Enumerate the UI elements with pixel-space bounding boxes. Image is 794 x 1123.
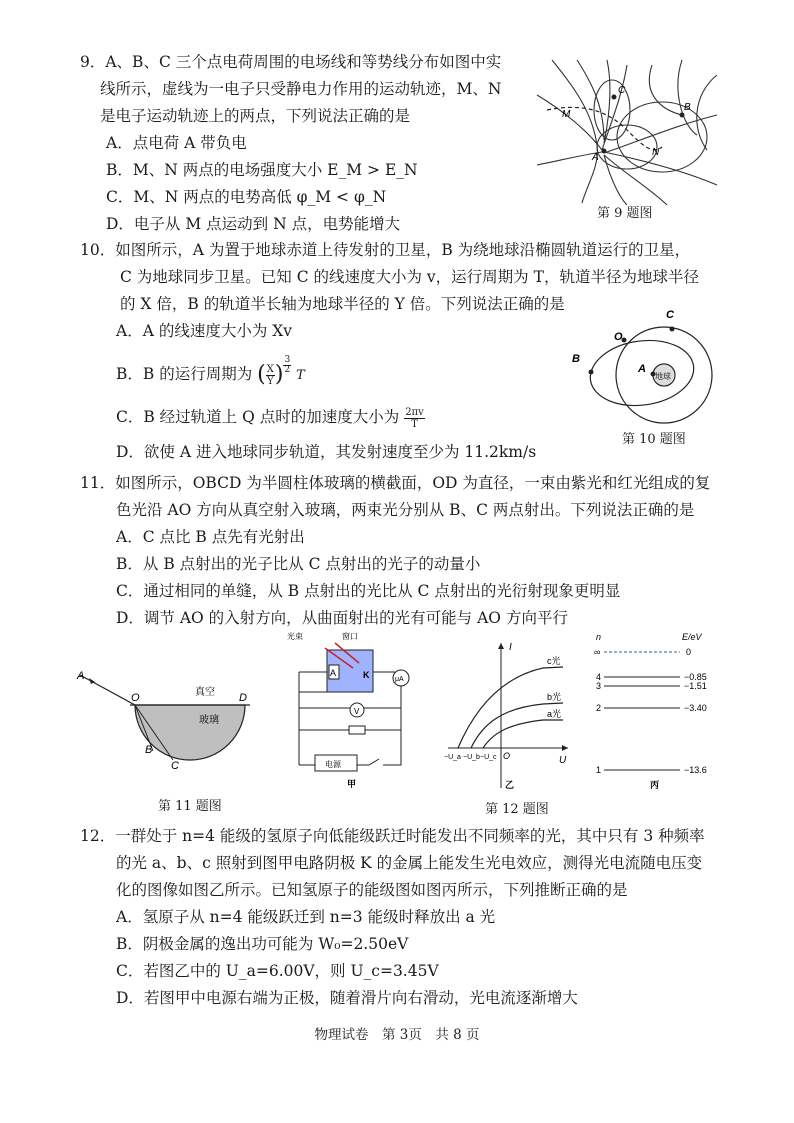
- q10-option-c: [116, 401, 425, 433]
- q12-bing-level-n2: 3: [596, 681, 602, 691]
- q12-bing-n-label: n: [596, 632, 602, 642]
- q12-yi-origin: O: [503, 751, 511, 761]
- q9-field-figure: [532, 55, 722, 205]
- q12-option-c: C．若图乙中的 U_a=6.00V，则 U_c=3.45V: [116, 962, 439, 980]
- q9-stem-line3: 是电子运动轨迹上的两点，下列说法正确的是: [100, 107, 411, 125]
- q11-label-d: D: [239, 692, 247, 704]
- q9-label-b: B: [684, 102, 691, 113]
- q11-caption: 第 11 题图: [158, 799, 222, 814]
- q12-jia-cathode: K: [363, 670, 370, 680]
- q9-stem-line2: 线所示，虚线为一电子只受静电力作用的运动轨迹，M、N: [100, 80, 502, 98]
- q11-option-d: D．调节 AO 的入射方向，从曲面射出的光有可能与 AO 方向平行: [116, 609, 568, 627]
- q12-yi-curve-b: b光: [547, 692, 562, 702]
- q10-option-b-text: B．B 的运行周期为: [116, 365, 253, 383]
- q12-jia-name: 甲: [347, 779, 357, 789]
- q12-bing-name: 丙: [650, 780, 660, 790]
- q12-circuit-figure-jia: [285, 630, 430, 790]
- q10-stem-line3: 的 X 倍，B 的轨道半长轴为地球半径的 Y 倍。下列说法正确的是: [120, 295, 565, 313]
- q12-bing-level-e4: −13.6: [684, 765, 707, 775]
- q12-bing-level-e0: 0: [686, 647, 692, 657]
- q9-label-c: C: [618, 85, 626, 96]
- q10-label-b: B: [572, 353, 580, 365]
- q10-label-o: O: [614, 331, 623, 343]
- q10-option-b-suffix: T: [296, 368, 305, 383]
- q10-label-a: A: [638, 363, 646, 375]
- q11-label-o: O: [131, 692, 140, 704]
- q10-option-a: A．A 的线速度大小为 Xv: [116, 322, 293, 340]
- q10-option-c-fraction: [404, 407, 425, 430]
- q10-option-c-text: C．B 经过轨道上 Q 点时的加速度大小为: [116, 408, 400, 426]
- q12-jia-anode: A: [330, 668, 337, 678]
- q12-stem-line1: 12．一群处于 n=4 能级的氢原子向低能级跃迁时能发出不同频率的光，其中只有 3 种频率: [80, 827, 705, 845]
- q10-stem-line2: C 为地球同步卫星。已知 C 的线速度大小为 v，运行周期为 T，轨道半径为地球半径: [120, 268, 699, 286]
- q10-option-b-exp-den: 2: [284, 365, 291, 375]
- q9-label-a: A: [592, 152, 599, 163]
- q10-label-earth: 地球: [655, 372, 671, 381]
- q12-jia-voltmeter: V: [354, 707, 360, 716]
- q12-bing-level-n0: ∞: [594, 647, 601, 657]
- q10-stem-line1: 10．如图所示，A 为置于地球赤道上待发射的卫星，B 为绕地球沿椭圆轨道运行的卫星，: [80, 241, 691, 259]
- q10-orbit-figure: [564, 300, 739, 425]
- q12-jia-ammeter: μA: [395, 676, 404, 683]
- q12-yi-curve-c: c光: [547, 656, 561, 666]
- q9-option-b: B．M、N 两点的电场强度大小 E_M > E_N: [106, 161, 418, 179]
- q9-label-n: N: [652, 147, 660, 158]
- q12-stem-line3: 化的图像如图乙所示。已知氢原子的能级图如图丙所示，下列推断正确的是: [116, 881, 628, 899]
- q10-label-c: C: [666, 309, 674, 321]
- q12-jia-source: 电源: [325, 760, 341, 769]
- q12-option-a: A．氢原子从 n=4 能级跃迁到 n=3 能级时释放出 a 光: [116, 908, 496, 926]
- q12-caption: 第 12 题图: [485, 802, 549, 817]
- q12-yi-ua: −U_a: [444, 754, 461, 761]
- q11-stem-line1: 11．如图所示，OBCD 为半圆柱体玻璃的横截面，OD 为直径，一束由紫光和红光组成的复: [80, 474, 711, 492]
- q9-caption: 第 9 题图: [597, 206, 653, 221]
- q12-yi-name: 乙: [505, 780, 515, 790]
- q12-bing-level-n1: 4: [596, 672, 602, 682]
- q12-yi-u-axis: U: [559, 755, 567, 766]
- q9-option-a: A．点电荷 A 带负电: [106, 134, 247, 152]
- q9-stem-line1: 9．A、B、C 三个点电荷周围的电场线和等势线分布如图中实: [80, 53, 502, 71]
- q12-option-b: B．阴极金属的逸出功可能为 W₀=2.50eV: [116, 935, 409, 953]
- q10-option-b-den: Y: [267, 375, 274, 387]
- q10-caption: 第 10 题图: [622, 432, 686, 447]
- q11-stem-line2: 色光沿 AO 方向从真空射入玻璃，两束光分别从 B、C 两点射出。下列说法正确的是: [116, 501, 695, 519]
- q12-bing-level-e1: −0.85: [684, 672, 707, 682]
- q10-option-d: D．欲使 A 进入地球同步轨道，其发射速度至少为 11.2km/s: [116, 443, 537, 461]
- q11-option-c: C．通过相同的单缝，从 B 点射出的光比从 C 点射出的光衍射现象更明显: [116, 582, 621, 600]
- q12-bing-level-n3: 2: [596, 703, 602, 713]
- q11-label-a: A: [77, 670, 85, 682]
- q11-label-vacuum: 真空: [195, 687, 215, 698]
- q12-yi-ub: −U_b: [463, 754, 480, 761]
- q10-option-c-den: T: [411, 418, 418, 430]
- q9-option-d: D．电子从 M 点运动到 N 点，电势能增大: [106, 215, 401, 233]
- q12-bing-level-e3: −3.40: [684, 703, 707, 713]
- q11-option-b: B．从 B 点射出的光子比从 C 点射出的光子的动量小: [116, 555, 481, 573]
- q10-option-b-exp-num: 3: [284, 355, 291, 365]
- q12-jia-beam: 光束: [287, 632, 303, 641]
- q12-bing-e-label: E/eV: [682, 632, 702, 642]
- q12-bing-level-e2: −1.51: [684, 681, 707, 691]
- q10-option-b-exponent: [283, 356, 291, 375]
- q11-option-a: A．C 点比 B 点先有光射出: [116, 528, 305, 546]
- q9-option-c: C．M、N 两点的电势高低 φ_M < φ_N: [106, 188, 387, 206]
- q10-option-b-num: X: [266, 363, 274, 375]
- q12-bing-level-n4: 1: [596, 765, 602, 775]
- q12-iv-graph-yi: [443, 638, 573, 793]
- q12-yi-curve-a: a光: [547, 709, 562, 719]
- q12-stem-line2: 的光 a、b、c 照射到图甲电路阴极 K 的金属上能发生光电效应，测得光电流随电压变: [116, 854, 703, 872]
- q11-label-glass: 玻璃: [199, 715, 219, 726]
- q12-jia-window: 窗口: [342, 632, 358, 641]
- q12-yi-uc: −U_c: [480, 754, 497, 761]
- q12-yi-i-axis: I: [509, 642, 512, 653]
- q12-energy-levels-bing: [592, 630, 722, 792]
- q10-option-c-num: 2πv: [405, 406, 424, 418]
- page-footer: 物理试卷 第 3页 共 8 页: [314, 1027, 480, 1043]
- q10-option-b-fraction: [266, 364, 275, 387]
- q10-option-b: B．B 的运行周期为 ( $\frac{X}{Y}$ ) $\frac{3}{2}$ T: [116, 355, 305, 387]
- q12-option-d: D．若图甲中电源右端为正极，随着滑片向右滑动，光电流逐渐增大: [116, 989, 578, 1007]
- q11-glass-figure: [75, 665, 260, 780]
- q11-label-c: C: [171, 760, 179, 772]
- q9-label-m: M: [562, 109, 571, 120]
- q11-label-b: B: [145, 744, 153, 756]
